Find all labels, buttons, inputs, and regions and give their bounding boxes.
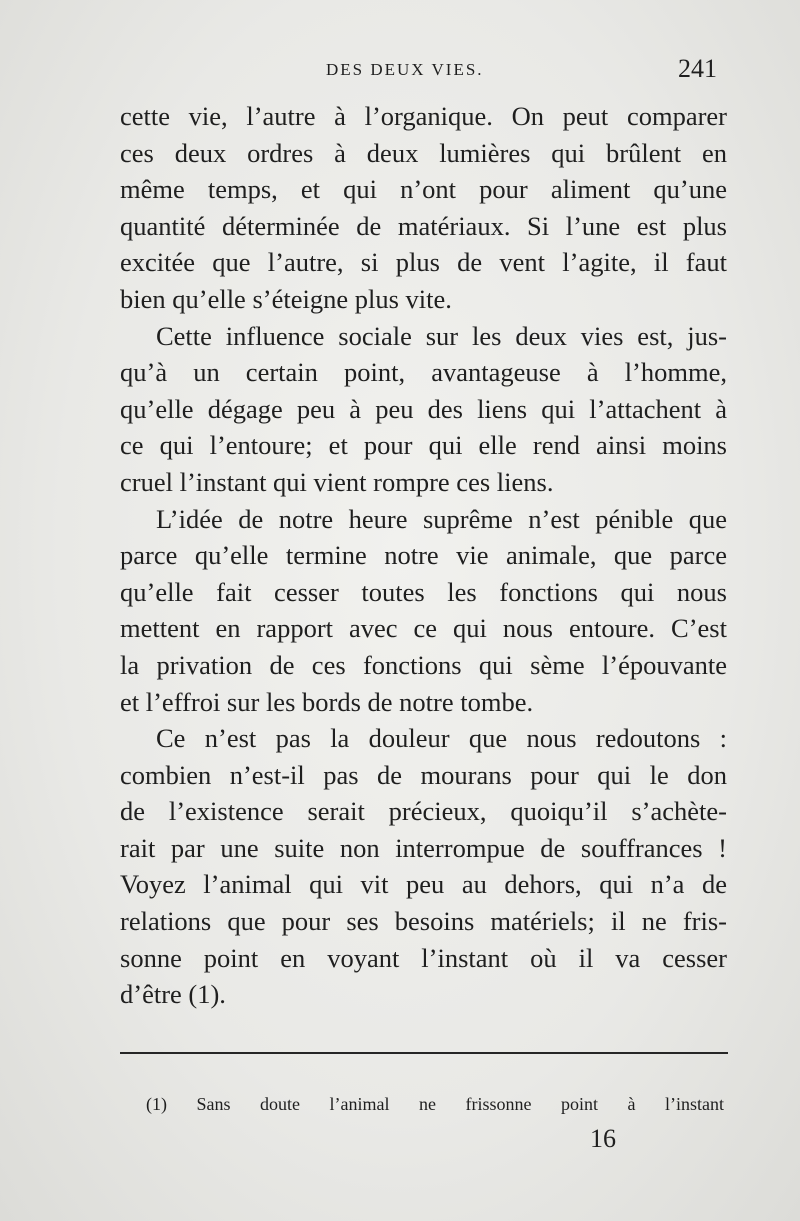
page-number: 241 — [678, 54, 717, 83]
text-line: même temps, et qui n’ont pour aliment qu’une — [120, 174, 727, 205]
text-line: mettent en rapport avec ce qui nous entoure. C’est — [120, 613, 727, 644]
text-line: excitée que l’autre, si plus de vent l’agite, il faut — [120, 247, 727, 278]
text-line: bien qu’elle s’éteigne plus vite. — [120, 283, 452, 314]
text-line: parce qu’elle termine notre vie animale, que parce — [120, 540, 727, 571]
text-line: la privation de ces fonctions qui sème l’épouvante — [120, 649, 727, 680]
signature-mark: 16 — [590, 1124, 616, 1153]
text-line: quantité déterminée de matériaux. Si l’une est plus — [120, 210, 727, 241]
text-line: d’être (1). — [120, 979, 226, 1010]
text-line: Voyez l’animal qui vit peu au dehors, qui n’a de — [120, 869, 727, 900]
footnote-divider — [120, 1052, 728, 1054]
text-line: qu’à un certain point, avantageuse à l’homme, — [120, 357, 727, 388]
text-line: qu’elle dégage peu à peu des liens qui l’attachent à — [120, 393, 727, 424]
text-line: qu’elle fait cesser toutes les fonctions qui nous — [120, 576, 727, 607]
text-line: et l’effroi sur les bords de notre tombe. — [120, 686, 534, 717]
text-line: ce qui l’entoure; et pour qui elle rend ainsi moins — [120, 430, 727, 461]
text-line: ces deux ordres à deux lumières qui brûlent en — [120, 137, 727, 168]
text-line: Cette influence sociale sur les deux vies est, jus- — [156, 320, 727, 351]
text-line: sonne point en voyant l’instant où il va cesser — [120, 942, 727, 973]
text-line: L’idée de notre heure suprême n’est pénible que — [156, 503, 727, 534]
text-line: cruel l’instant qui vient rompre ces liens. — [120, 466, 554, 497]
text-line: relations que pour ses besoins matériels; il ne fris- — [120, 906, 727, 937]
text-line: cette vie, l’autre à l’organique. On peut comparer — [120, 101, 727, 131]
running-title: DES DEUX VIES. — [326, 60, 484, 79]
text-line: de l’existence serait précieux, quoiqu’il s’achète- — [120, 796, 727, 827]
text-line: rait par une suite non interrompue de souffrances ! — [120, 832, 727, 863]
footnote: (1) Sans doute l’animal ne frissonne point à l’instant — [146, 1094, 724, 1114]
body-text — [120, 98, 727, 1013]
text-line: combien n’est-il pas de mourans pour qui le don — [120, 759, 727, 790]
text-line: Ce n’est pas la douleur que nous redoutons : — [156, 723, 727, 754]
